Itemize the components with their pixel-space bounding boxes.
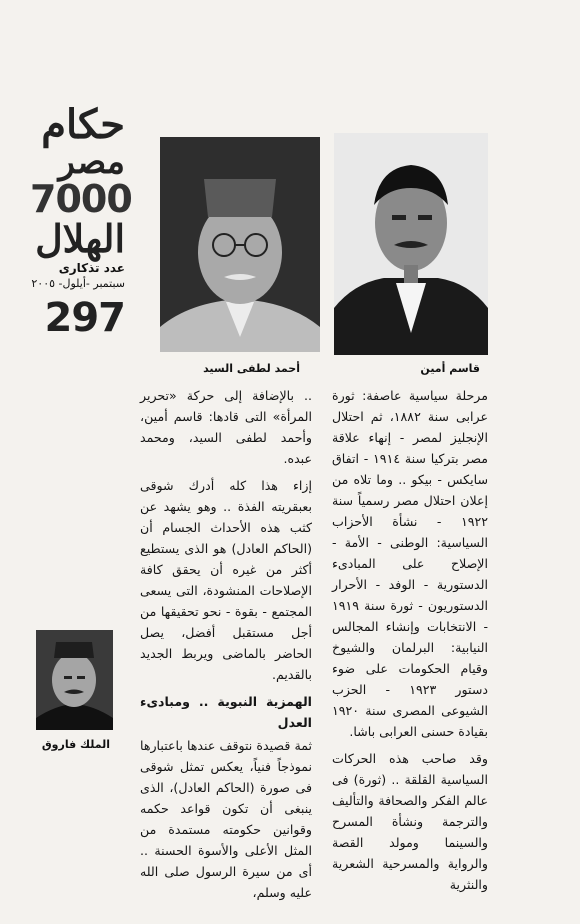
masthead-title-line1: حكام xyxy=(41,101,125,148)
photo-king-farouk xyxy=(36,630,113,730)
right-column-paragraph-1: مرحلة سياسية عاصفة: ثورة عرابى سنة ١٨٨٢، ثم احتلال الإنجليز لمصر - إنهاء علاقة مصر بتركيا سنة ١٩١٤ - اتفاق سايكس - بيكو .. وما تلاه من إعلان احتلال مصر رسمياً سنة ١٩٢٢ - نشأة الأحزاب السياسية: الوطنى - الأمة - الإصلاح على المبادىء الدستورية - الوفد - الأحرار الدستوريون - ثورة سنة ١٩١٩ - الانتخابات وإنشاء المجالس النيابية: البرلمان والشيوخ وقيام الحكومات على ضوء دستور ١٩٢٣ - الحزب الشيوعى المصرى سنة ١٩٢٠ بقيادة حسنى العرابى باشا. xyxy=(332,388,488,739)
caption-qasim-amin: قاسم أمين xyxy=(420,362,480,375)
caption-ahmed-lutfi-el-sayed: أحمد لطفى السيد xyxy=(203,362,300,375)
left-column-paragraph-1: .. بالإضافة إلى حركة «تحرير المرأة» التى قادها: قاسم أمين، وأحمد لطفى السيد، ومحمد عبده. xyxy=(140,388,312,466)
portrait-ahmed-lutfi-el-sayed xyxy=(160,137,320,352)
section-heading: الهمزية النبوية .. ومبادىء العدل xyxy=(140,694,312,730)
masthead-title-line2: مصر xyxy=(58,142,125,182)
masthead-logo: الهلال xyxy=(35,216,125,261)
masthead-special-issue: عدد تذكارى xyxy=(58,261,125,275)
portrait-king-farouk xyxy=(36,630,113,730)
magazine-masthead xyxy=(30,101,132,341)
masthead-date: سبتمبر -أيلول- ٢٠٠٥ xyxy=(31,277,125,290)
photo-qasim-amin xyxy=(334,133,488,355)
masthead-number: 7000 xyxy=(30,177,132,221)
article-column-left xyxy=(140,385,312,909)
article-column-right xyxy=(332,385,488,901)
issue-number: 297 xyxy=(44,295,125,341)
left-column-paragraph-3: ثمة قصيدة نتوقف عندها باعتبارها نموذجاً فنياً، يعكس تمثل شوقى فى صورة (الحاكم العادل)، الذى ينبغى أن تكون قواعد حكمه وقوانين حكومته مستمدة من المثل الأعلى والأسوة الحسنة .. أى من سيرة الرسول صلى الله عليه وسلم، xyxy=(140,738,312,900)
portrait-qasim-amin xyxy=(334,133,488,355)
left-column-paragraph-2: إزاء هذا كله أدرك شوقى بعبقريته الفذة .. وهو يشهد عن كثب هذه الأحداث الجسام أن (الحاكم العادل) هو الذى يستطيع أكثر من غيره أن يحقق كافة الإصلاحات المنشودة، التى يسعى المجتمع - بقوة - نحو تحقيقها من أجل مستقبل أفضل، يصل الحاضر بالماضى ويربط الجديد بالقديم. xyxy=(140,478,312,682)
photo-ahmed-lutfi-el-sayed xyxy=(160,137,320,352)
caption-king-farouk: الملك فاروق xyxy=(41,738,110,751)
right-column-paragraph-2: وقد صاحب هذه الحركات السياسية القلقة .. (ثورة) فى عالم الفكر والصحافة والتأليف والترجمة ونشأة المسرح والسينما ومولد القصة والرواية والمسرحية الشعرية والنثرية xyxy=(332,751,488,892)
